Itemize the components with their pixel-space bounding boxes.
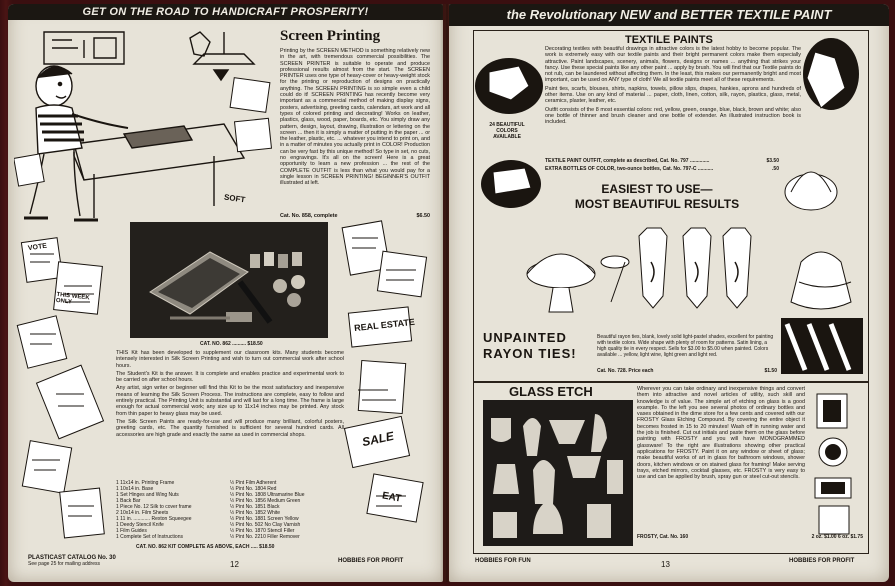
mailing-note: See page 25 for mailing address: [28, 561, 100, 567]
right-banner-text: the Revolutionary NEW and BETTER TEXTILE PAINT: [506, 7, 832, 22]
sign-real-estate: REAL ESTATE: [353, 316, 416, 334]
left-banner: [8, 4, 443, 20]
kit-item: ½ Pint No. 502 No Clay Varnish: [230, 522, 301, 528]
catalog-name: PLASTICAST CATALOG No. 30: [28, 555, 116, 561]
left-banner-text: GET ON THE ROAD TO HANDICRAFT PROSPERITY!: [82, 6, 369, 18]
extra-bottles-line: [545, 166, 779, 172]
kit-item: 1 Film Guides: [116, 528, 147, 534]
kit-price-line: CAT. NO. 862 KIT COMPLETE AS ABOVE, EACH ..... $18.50: [136, 544, 275, 550]
kit-item: 1 Back Bar: [116, 498, 141, 504]
extra-price: .50: [772, 166, 779, 172]
body-paragraph-3: Any artist, sign writer or beginner will find this Kit to be the most satisfactory and inexpensive means of learning the Silk Screen Process. The instructions are complete, easy to follow and entirely practical. The Printing Unit is substantial and will last for a long time. The frame is large enough for actual commercial work; any size up to 11x14 inches may be printed. Any stock from thin paper to heavy glass may be used.: [116, 385, 344, 417]
textile-paragraph-1: Decorating textiles with beautiful drawings in attractive colors is the latest hobby to become popular. The work is extremely easy with our textile paints and their bright permanent colors make them especially attractive. Paint landscapes, scenery, animals, flowers, designs or names ... anything that strikes your fancy. Use these special paints like any other paint ... apply by brush. You will find that our Textile paints do not rub, can be laundered without affecting them. In the least, this makes our permanently bright and most important, can be used on ANY type of cloth! We all textile paints meet all of these requirements.: [545, 46, 801, 84]
sign-sale: SALE: [360, 428, 396, 450]
left-page: [8, 4, 443, 582]
kit-item: 1 Deedy Stencil Knife: [116, 522, 164, 528]
kit-item: 1 11x14 in. Printing Frame: [116, 480, 175, 486]
rayon-ties-heading: [483, 330, 577, 362]
textile-outfit-line: [545, 158, 779, 164]
rayon-ties-text: Beautiful rayon ties, blank, lovely solid light-pastel shades, excellent for painting with textile colors. Wide shape with plenty of room for patterns. Satin lining, a high quality tie in every respect. Sells for $3.00 to $5.00 when painted. Colors available ... yellow, light wine, light green and light red.: [597, 334, 774, 358]
kit-item: ½ Pint No. 1870 Stencil Filler: [230, 528, 295, 534]
page-number-12: 12: [230, 560, 239, 569]
slogan-line-2: MOST BEAUTIFUL RESULTS: [574, 197, 740, 211]
kit-photo: [130, 222, 328, 338]
ties-heading-line-2: RAYON TIES!: [483, 346, 577, 361]
glass-etch-photo: [483, 400, 633, 546]
right-footer-profit: HOBBIES FOR PROFIT: [789, 558, 855, 564]
kit-item: ½ Pint Film Adherent: [230, 480, 277, 486]
kit-item: ½ Pint No. 1808 Ultramarine Blue: [230, 492, 305, 498]
ties-cat: Cat. No. 728. Price each: [597, 368, 654, 374]
glassware-image: [483, 400, 633, 546]
body-paragraph-4: The Silk Screen Paints are ready-for-use and will produce many brilliant, colorful posters, greeting cards, etc. The quantity furnished is sufficient for several hundred cards. All accessories are high grade and exactly the same as used in commercial shops.: [116, 418, 344, 438]
textile-text: [545, 46, 801, 126]
kit-item: ½ Pint No. 1881 Screen Yellow: [230, 516, 299, 522]
kit-contents-right: [230, 480, 346, 540]
kit-item: 1 10x14 in. Base: [116, 486, 154, 492]
kit-photo-image: [130, 222, 328, 338]
frosty-price-line: [637, 534, 863, 540]
kit-contents-left: [116, 480, 228, 540]
cat-858-label: Cat. No. 858, complete: [280, 213, 338, 219]
kit-item: ½ Pint No. 1804 Red: [230, 486, 277, 492]
body-paragraph-1: THIS Kit has been developed to supplement our classroom kits. Many students become intensely interested in Silk Screen Printing and wish to turn out commercial work after school hours.: [116, 350, 344, 369]
kit-photo-caption: CAT. NO. 862 .......... $18.50: [200, 341, 263, 347]
screen-printing-intro: Printing by the SCREEN METHOD is something relatively new in the art, with tremendous commercial possibilities. The SCREEN PRINTER is suitable to operate and produce professional results almost from the start. The SCREEN PRINTER uses one type of heavy-cover or heavy-weight stock for the printing or reproduction of designs on practically anything. The SCREEN PRINTING is so simple even a child could do it! SCREEN PRINTING has recently become very important as a commercial method of making display signs, posters, advertising, greeting cards, calendars, art work and all types of colored printing and decorating! Works on leather, plastics, glass, wood, paper, boards, etc. You simply draw any pattern, design, layout, drawing, illustration or lettering on the screen ... then it is simply a matter of putting in the paper ... or the leather, plastic, etc. ... whatever you intend to print on, and in a matter of minutes you actually print in COLOR! Production can be very fast by this unique method! So type in set, no cuts, no engravings. It's all on the screen! Here is a great opportunity to learn a new profession ... the rest of the COMPLETE OUTFIT is less than what you would pay for a single lesson in SCREEN PRINTING! BEGINNER'S OUTFIT illustrated at left.: [280, 48, 430, 187]
glass-etch-examples: [809, 390, 861, 540]
sign-soft: SOFT: [223, 192, 246, 205]
page-number-13: 13: [661, 560, 670, 569]
right-banner: [449, 4, 889, 26]
ties-price: $1.50: [764, 368, 777, 374]
kit-item: ½ Pint No. 1851 Black: [230, 504, 280, 510]
left-footer-hobbies: HOBBIES FOR PROFIT: [338, 558, 404, 564]
student-kit-text: [116, 350, 344, 438]
textile-paragraph-3: Outfit consists of the 8 most essential colors: red, yellow, green, orange, blue, black, brown and white; also one bottle of thinner and brush cleaner and one bottle of extender. An illustrated instruction book is included.: [545, 106, 801, 126]
frosty-prices: 2 oz. $1.00 6 oz. $1.75: [811, 534, 863, 540]
right-page: [449, 4, 889, 582]
kit-item: 1 11 in. ............ Rexton Squeegee: [116, 516, 192, 522]
outfit-price: $3.50: [766, 158, 779, 164]
kit-item: 2 10x14 in. Film Sheets: [116, 510, 169, 516]
kit-item: 1 Complete Set of Instructions: [116, 534, 183, 540]
rayon-ties-price-line: [597, 368, 777, 374]
sign-this-week: THIS WEEK ONLY: [55, 291, 90, 306]
slogan: [557, 182, 757, 212]
cat-858-price: $6.50: [416, 213, 430, 219]
glass-etch-title: GLASS ETCH: [509, 384, 593, 399]
colors-available-badge: 24 BEAUTIFUL COLORS AVAILABLE: [489, 122, 525, 140]
kit-item: 1 Piece No. 12 Silk to cover frame: [116, 504, 192, 510]
kit-item: ½ Pint No. 1856 Medium Green: [230, 498, 301, 504]
body-paragraph-2: The Student's Kit is the answer. It is complete and enables practice and experimental work to be carried on after school hours.: [116, 370, 344, 384]
kit-item: ½ Pint No. 2210 Filler Remover: [230, 534, 300, 540]
right-footer-fun: HOBBIES FOR FUN: [475, 558, 531, 564]
sign-eat: EAT: [381, 490, 403, 505]
sign-vote: VOTE: [27, 242, 48, 253]
slogan-line-1: EASIEST TO USE—: [601, 182, 713, 196]
extra-label: EXTRA BOTTLES OF COLOR, two-ounce bottles, Cat. No. 797-C ...........: [545, 166, 714, 172]
frosty-cat: FROSTY, Cat. No. 160: [637, 534, 689, 540]
glass-etch-text: Wherever you can take ordinary and inexpensive things and convert them into attractive and novel articles of utility, such skill and knowledge is of value. The simple art of etching on glass is a good example. To the left you see several photos of ordinary bottles and vases obtained in the dime store for a few cents and covered with our FROSTY Glass Etching Compound. By covering the entire object it becomes frosted in 15 to 20 minutes! Wash off in running water and the job is finished. Cut out initials and paste them on the glass before painting with FROSTY and you will have MONOGRAMMED glassware! To the right are illustrations showing other practical applications for FROSTY. Paint it on any window or sheet of glass; make beautiful works of art in glass for bathroom windows, shower doors, kitchen windows or on stained glass for framing! Make serving trays, etched mirrors, cocktail glasses, etc. FROSTY is very easy to use and can be applied by brush, spray gun or steel cut-out stencils.: [637, 386, 805, 481]
screen-printing-title: Screen Printing: [280, 28, 381, 44]
signs-illustration-right: [340, 214, 436, 534]
signs-illustration-left: [16, 234, 116, 554]
textile-paints-title: TEXTILE PAINTS: [625, 34, 713, 46]
ties-heading-line-1: UNPAINTED: [483, 330, 567, 345]
kit-item: 1 Set Hinges and Wing Nuts: [116, 492, 179, 498]
outfit-label: TEXTILE PAINT OUTFIT, complete as described, Cat. No. 797 ..............: [545, 158, 710, 164]
left-footer-catalog: [28, 555, 116, 567]
kit-item: ½ Pint No. 1852 White: [230, 510, 281, 516]
textile-paragraph-2: Paint ties, scarfs, blouses, shirts, napkins, towels, pillow slips, drapes, hankies, aprons and hundreds of other items. Use on any kind of material ... paper, cloth, linen, cotton, silk, rayon, plastics, glass, metal, ceramics, plaster, leather, etc.: [545, 85, 801, 105]
